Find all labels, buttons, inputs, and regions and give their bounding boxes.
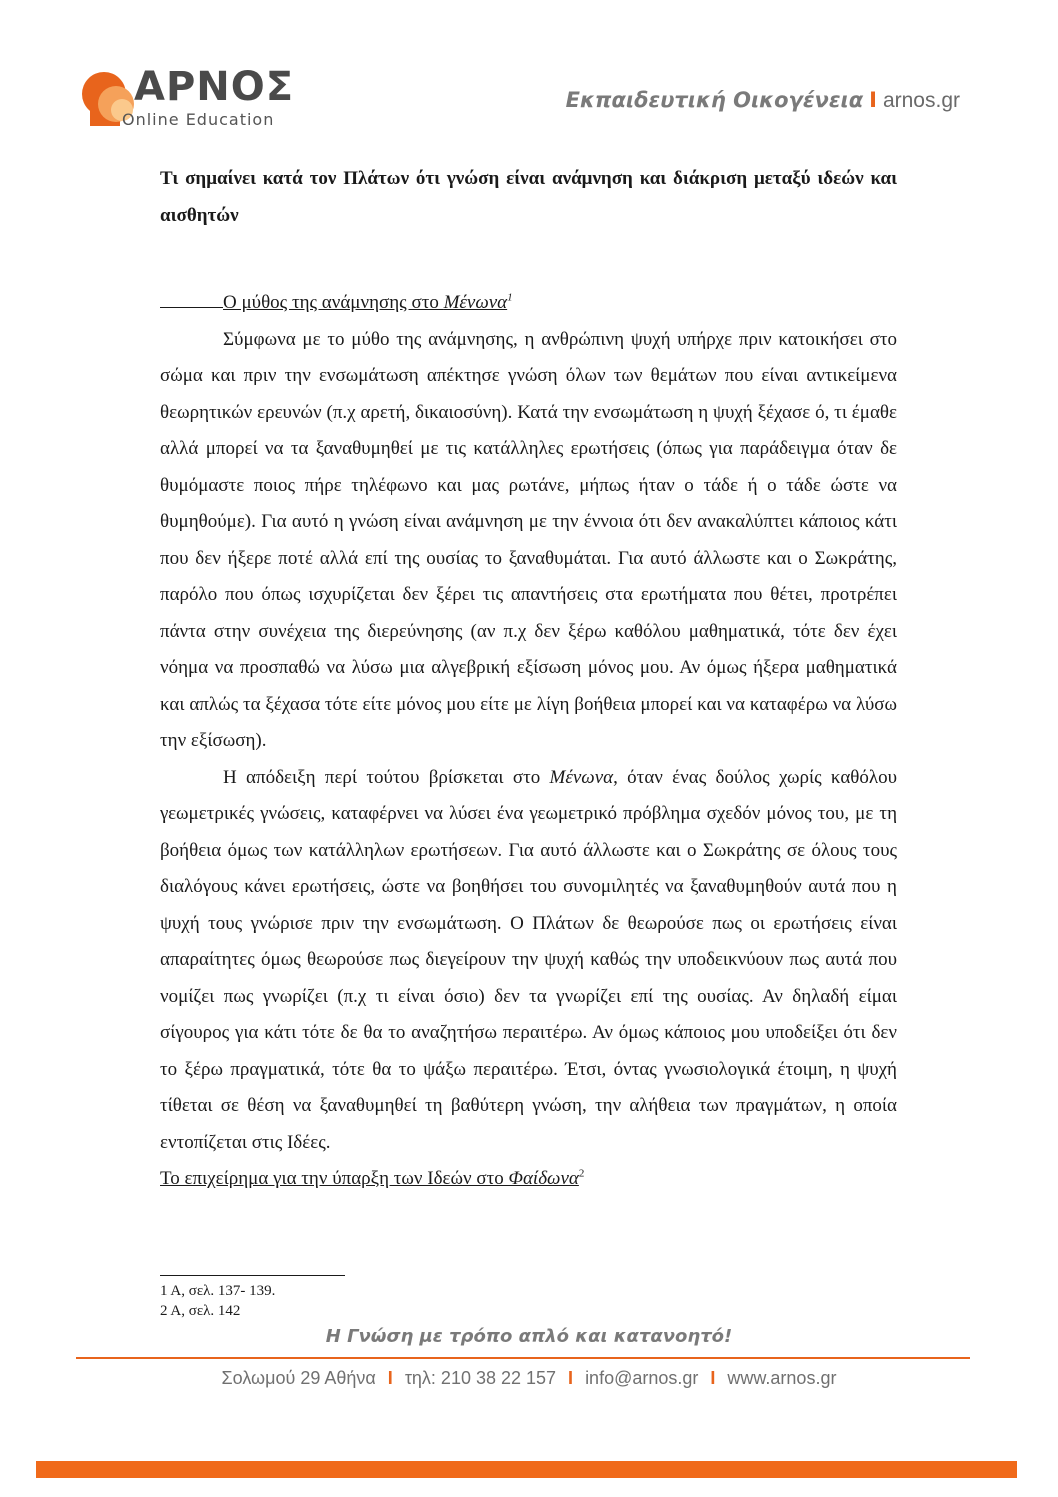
paragraph-text: Η απόδειξη περί τούτου βρίσκεται στο — [223, 766, 550, 788]
section-heading-text: Το επιχείρημα για την ύπαρξη των Ιδεών στο — [160, 1168, 509, 1189]
paragraph-italic: Μένωνα — [549, 766, 614, 788]
footer-divider — [76, 1357, 970, 1359]
section-heading-phaedo — [160, 1161, 897, 1198]
footnote-2: 2 Α, σελ. 142 — [160, 1303, 241, 1319]
footer-contact — [0, 1368, 1058, 1389]
contact-phone[interactable]: τηλ: 210 38 22 157 — [404, 1368, 557, 1388]
tagline-separator: I — [869, 88, 877, 112]
arnos-logo — [82, 64, 312, 132]
footnote-ref-2[interactable]: 2 — [578, 1167, 585, 1180]
paragraph-anamnesis-myth: Σύμφωνα με το μύθο της ανάμνησης, η ανθρώπινη ψυχή υπήρχε πριν κατοικήσει στο σώμα και πριν την ενσωμάτωση απέκτησε γνώση όλων των θεμάτων που είναι αντικείμενα θεωρητικών ερευνών (π.χ αρετή, δικαιοσύνη). Κατά την ενσωμάτωση η ψυχή ξέχασε ό, τι έμαθε αλλά μπορεί να τα ξαναθυμηθεί με τις κατάλληλες ερωτήσεις (όπως για παράδειγμα όταν δε θυμόμαστε ποιος πήρε τηλέφωνο και μας ρωτάνε, μήπως ήταν ο τάδε ή ο τάδε ώστε να θυμηθούμε). Για αυτό η γνώση είναι ανάμνηση με την έννοια ότι δεν ανακαλύπτει κάποιος κάτι που δεν ήξερε ποτέ αλλά επί της ουσίας το ξαναθυμάται. Για αυτό άλλωστε και ο Σωκράτης, παρόλο που όπως ισχυρίζεται δεν ξέρει τις απαντήσεις στα ερωτήματα που θέτει, προτρέπει πάντα στην συνέχεια της διερεύνησης (αν π.χ δεν ξέρω καθόλου μαθηματικά, τότε δεν έχει νόημα να προσπαθώ να λύσω μια αλγεβρική εξίσωση μόνος μου. Αν όμως ήξερα μαθηματικά και απλώς τα ξέχασα τότε είτε μόνος μου είτε με λίγη βοήθεια μπορεί και να καταφέρω να λύσω την εξίσωση). — [160, 328, 897, 751]
contact-separator: I — [568, 1368, 574, 1388]
contact-website[interactable]: www.arnos.gr — [727, 1368, 837, 1388]
footer-slogan: Η Γνώση με τρόπο απλό και κατανοητό! — [325, 1326, 733, 1347]
document-title: Τι σημαίνει κατά τον Πλάτων ότι γνώση είναι ανάμνηση και διάκριση μεταξύ ιδεών και αισθητών — [160, 168, 897, 226]
footnote-ref-1[interactable]: 1 — [507, 291, 513, 304]
section-heading-meno — [160, 285, 897, 322]
section-heading-text: Ο μύθος της ανάμνησης στο — [223, 292, 444, 313]
heading-lead-rule — [160, 306, 223, 308]
footnotes — [160, 1281, 275, 1321]
paragraph-text: , όταν ένας δούλος χωρίς καθόλου γεωμετρικές γνώσεις, καταφέρνει να λύσει ένα γεωμετρικό πρόβλημα σχεδόν μόνος του, με τη βοήθεια όμως των κατάλληλων ερωτήσεων. Για αυτό άλλωστε και ο Σωκράτης σε όλους τους διαλόγους κάνει ερωτήσεις, ώστε να βοηθήσει του συνομιλητές να ξαναθυμηθούν αυτά που η ψυχή τους γνώρισε πριν την ενσωμάτωση. Ο Πλάτων δε θεωρούσε πως οι ερωτήσεις είναι απαραίτητες όμως θεωρούσε πως διεγείρουν την ψυχή καθώς την υποδεικνύουν πως αυτά που νομίζει πως γνωρίζει (π.χ τι είναι όσιο) δεν τα γνωρίζει επί της ουσίας. Αν δηλαδή είμαι σίγουρος για κάτι τότε δε θα το αναζητήσω περαιτέρω. Αν όμως κάποιος μου υποδείξει ότι δεν το ξέρω πραγματικά, τότε θα το ψάξω περαιτέρω. Έτσι, όντας γνωσιολογικά έτοιμη, η ψυχή τίθεται σε θέση να ξαναθυμηθεί τη βαθύτερη γνώση, την αλήθεια των πραγμάτων, η οποία εντοπίζεται στις Ιδέες. — [160, 766, 898, 1153]
footnote-1: 1 Α, σελ. 137- 139. — [160, 1283, 276, 1299]
paragraph-meno-proof — [160, 760, 897, 1162]
footer-accent-bar — [36, 1461, 1017, 1478]
section-heading-italic: Μένωνα — [443, 292, 508, 313]
tagline-site-link[interactable]: arnos.gr — [882, 89, 960, 112]
section-heading-italic: Φαίδωνα — [508, 1168, 579, 1189]
tagline-text: Εκπαιδευτική Οικογένεια — [565, 88, 864, 112]
contact-separator: I — [710, 1368, 716, 1388]
page-header — [0, 0, 1058, 150]
contact-separator: I — [387, 1368, 393, 1388]
header-tagline — [566, 88, 960, 113]
logo-wordmark: ΑΡΝΟΣ — [134, 64, 295, 110]
contact-address: Σολωμού 29 Αθήνα — [221, 1368, 376, 1388]
contact-email[interactable]: info@arnos.gr — [585, 1368, 699, 1388]
logo-subtitle: Online Education — [122, 110, 275, 129]
document-body — [160, 160, 897, 1198]
footnote-divider — [160, 1275, 345, 1276]
